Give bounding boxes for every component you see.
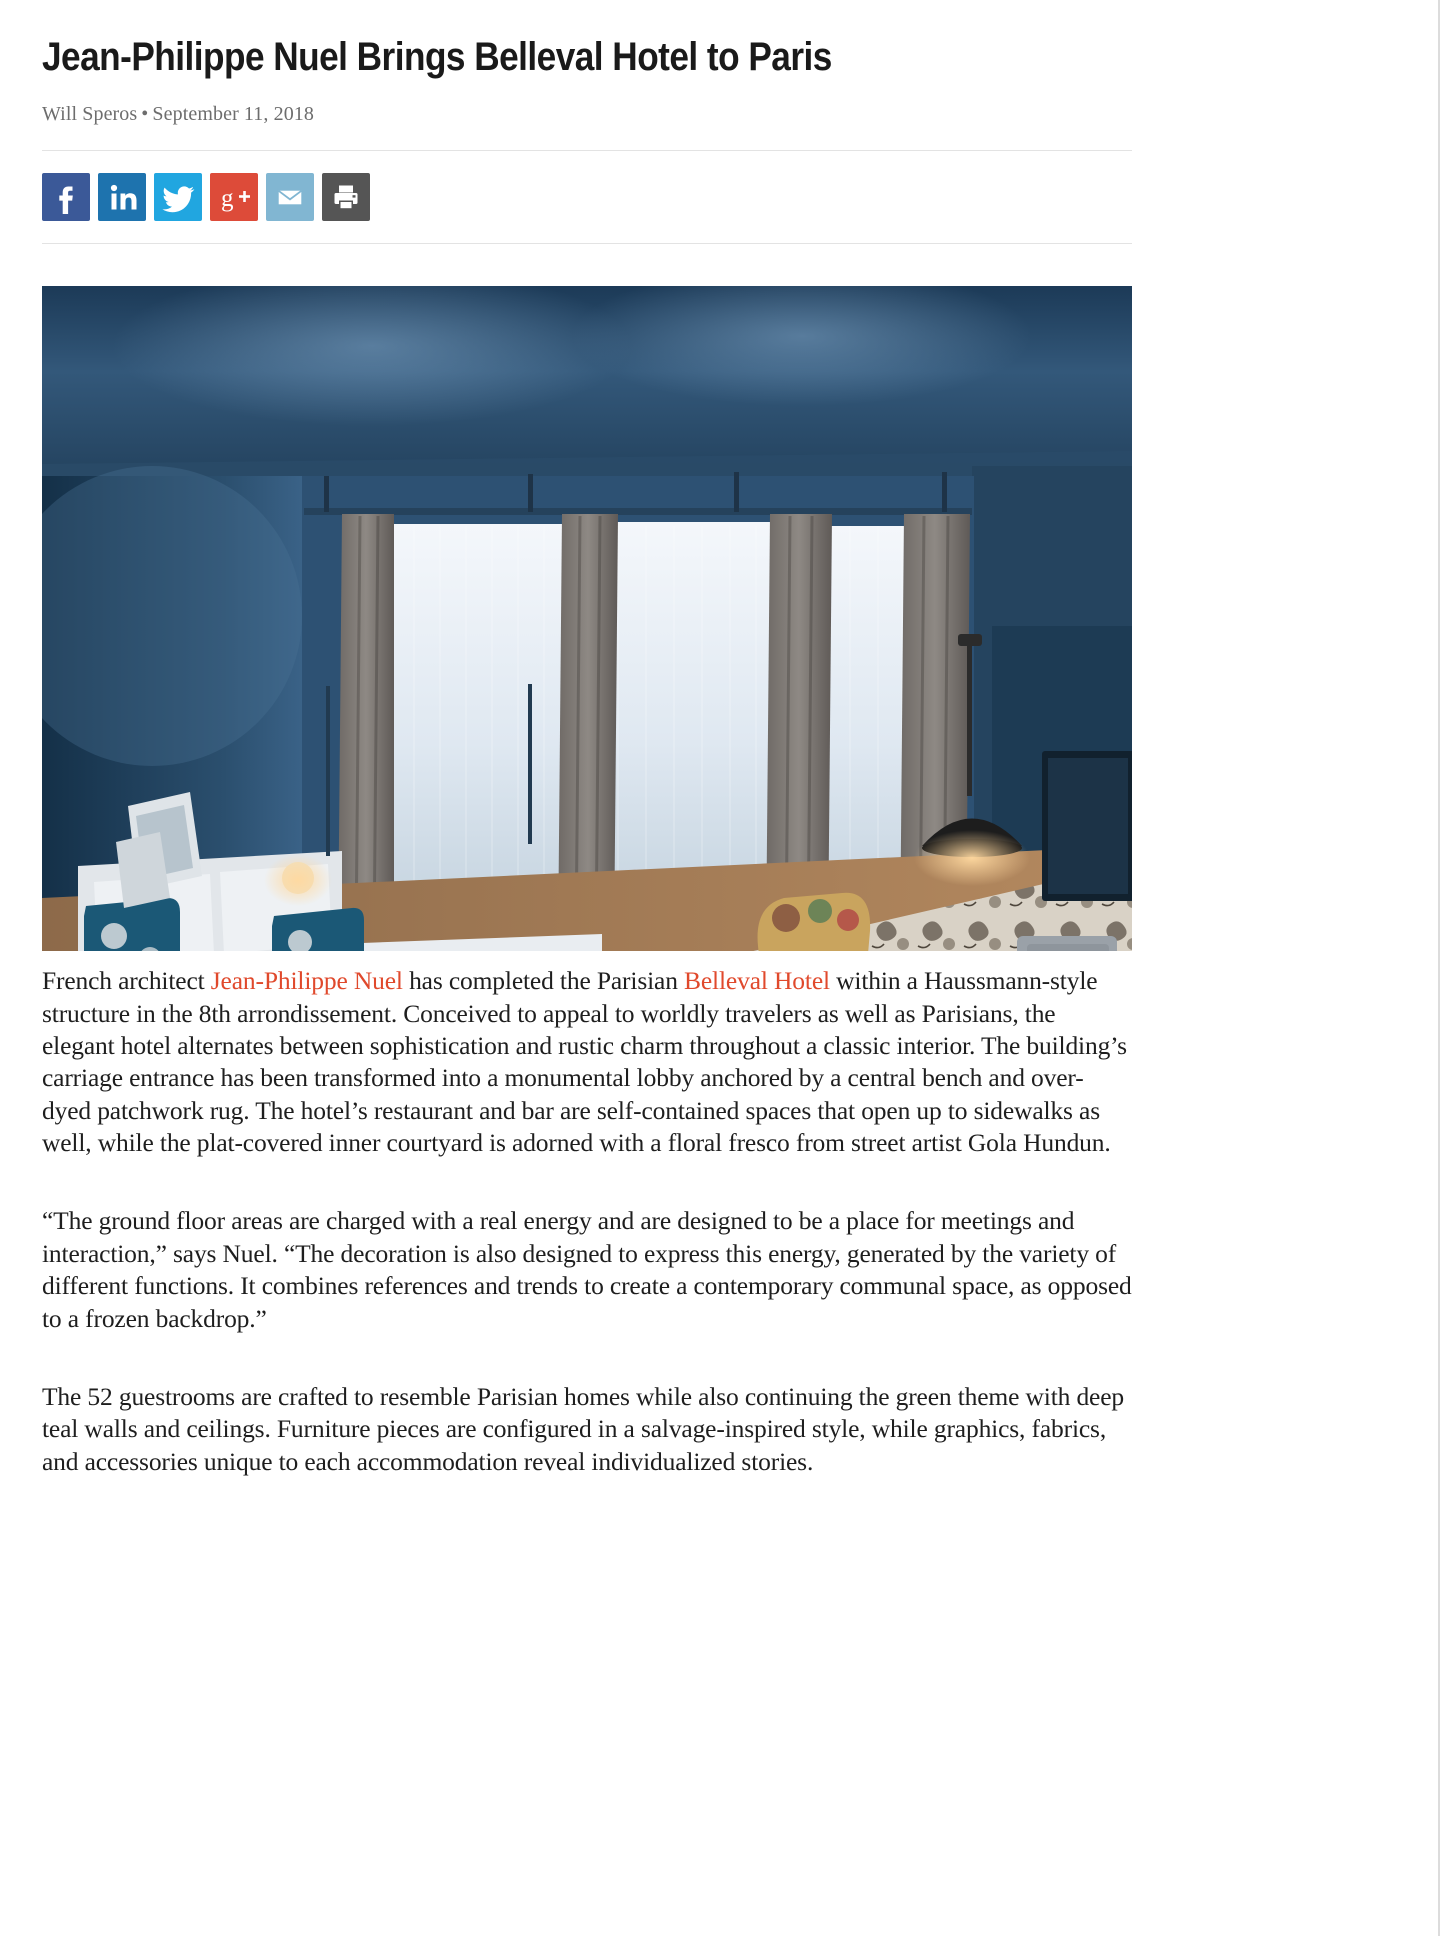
share-linkedin-button[interactable] xyxy=(98,173,146,221)
print-icon xyxy=(322,173,370,221)
linkedin-icon xyxy=(98,173,146,221)
divider-below-share xyxy=(42,243,1132,244)
link-belleval-hotel[interactable]: Belleval Hotel xyxy=(684,966,830,996)
share-facebook-button[interactable] xyxy=(42,173,90,221)
share-googleplus-button[interactable] xyxy=(210,173,258,221)
byline-separator: • xyxy=(141,103,149,126)
email-icon xyxy=(266,173,314,221)
p1-part-a: French architect xyxy=(42,966,211,996)
twitter-icon xyxy=(154,173,202,221)
page-title: Jean-Philippe Nuel Brings Belleval Hotel to Paris xyxy=(42,35,832,79)
googleplus-icon xyxy=(210,173,258,221)
hero-image xyxy=(42,286,1132,951)
byline-date: September 11, 2018 xyxy=(152,103,314,126)
paragraph-1 xyxy=(42,951,1132,1159)
facebook-icon xyxy=(42,173,90,221)
link-jean-philippe-nuel[interactable]: Jean-Philippe Nuel xyxy=(210,966,403,996)
share-row xyxy=(42,151,1132,221)
byline xyxy=(42,81,1132,126)
article-container xyxy=(42,0,1132,1478)
p1-part-b: has completed the Parisian xyxy=(402,966,685,996)
share-email-button[interactable] xyxy=(266,173,314,221)
byline-author: Will Speros xyxy=(42,103,138,126)
paragraph-2: “The ground floor areas are charged with a real energy and are designed to be a place for meetings and interaction,” says Nuel. “The decoration is also designed to express this energy, generated by the variety of different functions. It combines references and trends to create a contemporary communal space, as opposed to a frozen backdrop.” xyxy=(42,1206,1132,1333)
share-print-button[interactable] xyxy=(322,173,370,221)
paragraph-3: The 52 guestrooms are crafted to resemble Parisian homes while also continuing the green theme with deep teal walls and ceilings. Furniture pieces are configured in a salvage-inspired style, while graphics, fabrics, and accessories unique to each accommodation reveal individualized stories. xyxy=(42,1381,1124,1476)
p1-part-c: within a Haussmann-style structure in the 8th arrondissement. Conceived to appeal to worldly travelers as well as Parisians, the elegant hotel alternates between sophistication and rustic charm throughout a classic interior. The building’s carriage entrance has been transformed into a monumental lobby anchored by a central bench and over-dyed patchwork rug. The hotel’s restaurant and bar are self-contained spaces that open up to sidewalks as well, while the plat-covered inner courtyard is adorned with a floral fresco from street artist Gola Hundun. xyxy=(42,966,1127,1158)
svg-text:g: g xyxy=(221,185,234,213)
share-twitter-button[interactable] xyxy=(154,173,202,221)
